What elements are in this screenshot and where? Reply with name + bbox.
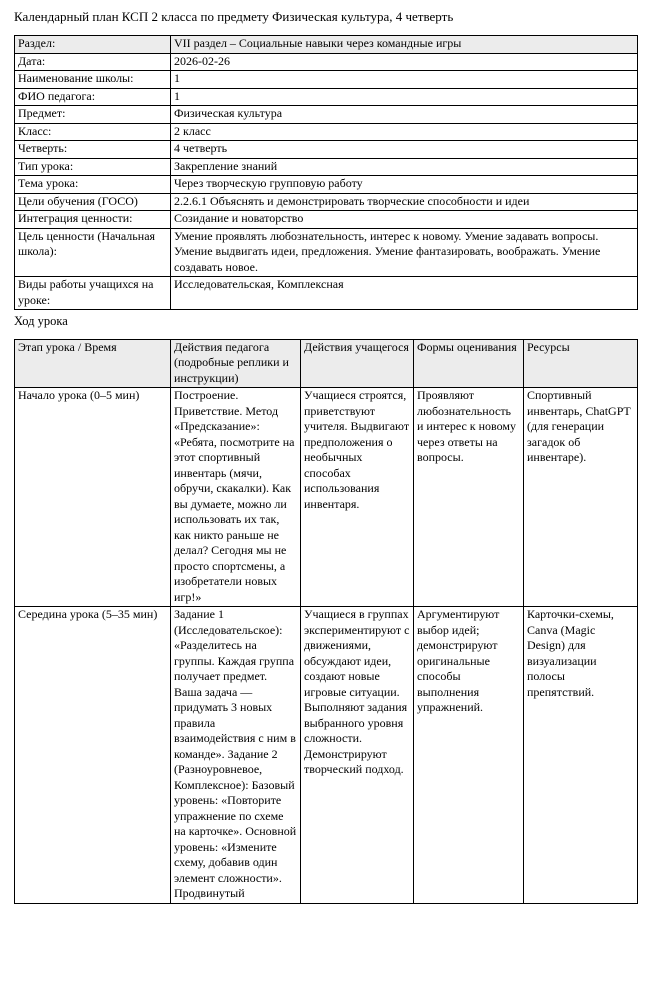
info-row-label: Цели обучения (ГОСО) xyxy=(15,193,171,211)
flow-cell: Карточки-схемы, Canva (Magic Design) для визуализации полосы препятствий. xyxy=(524,607,638,904)
info-row xyxy=(15,158,638,176)
info-row-label: Виды работы учащихся на уроке: xyxy=(15,277,171,310)
flow-cell: Начало урока (0–5 мин) xyxy=(15,388,171,607)
document-title: Календарный план КСП 2 класса по предмету Физическая культура, 4 четверть xyxy=(14,9,454,24)
info-row xyxy=(15,36,638,54)
info-row-label: Четверть: xyxy=(15,141,171,159)
lesson-info-body xyxy=(15,36,638,310)
lesson-info-table xyxy=(14,35,638,310)
info-row-value: 1 xyxy=(171,88,638,106)
flow-header-row xyxy=(15,339,638,388)
info-row xyxy=(15,88,638,106)
info-row xyxy=(15,176,638,194)
flow-cell: Задание 1 (Исследовательское): «Разделитесь на группы. Каждая группа получает предмет. Ваша задача — придумать 3 новых правила взаимодействия с ним в команде». Задание 2 (Разноуровневое, Комплексное): Базовый уровень: «Повторите упражнение по схеме на карточке». Основной уровень: «Измените схему, добавив один элемент сложности». Продвинутый xyxy=(171,607,301,904)
info-row-value: 2 класс xyxy=(171,123,638,141)
info-row xyxy=(15,277,638,310)
flow-header-cell: Этап урока / Время xyxy=(15,339,171,388)
info-row-label: Класс: xyxy=(15,123,171,141)
flow-cell: Учащиеся строятся, приветствуют учителя. Выдвигают предположения о необычных способах использования инвентаря. xyxy=(301,388,414,607)
info-row-value: VII раздел – Социальные навыки через командные игры xyxy=(171,36,638,54)
info-row-value: Умение проявлять любознательность, интерес к новому. Умение задавать вопросы. Умение выдвигать идеи, предложения. Умение фантазировать, воображать. Умение создавать новое. xyxy=(171,228,638,277)
info-row xyxy=(15,228,638,277)
info-row xyxy=(15,123,638,141)
flow-cell: Проявляют любознательность и интерес к новому через ответы на вопросы. xyxy=(414,388,524,607)
info-row xyxy=(15,106,638,124)
flow-cell: Построение. Приветствие. Метод «Предсказание»: «Ребята, посмотрите на этот спортивный инвентарь (мячи, обручи, скакалки). Как вы думаете, можно ли использовать их так, как никто раньше не делал? Сегодня мы не просто спортсмены, а изобретатели новых игр!» xyxy=(171,388,301,607)
flow-header-cell: Действия учащегося xyxy=(301,339,414,388)
flow-cell: Спортивный инвентарь, ChatGPT (для генерации загадок об инвентаре). xyxy=(524,388,638,607)
flow-cell: Учащиеся в группах экспериментируют с движениями, обсуждают идеи, создают новые игровые ситуации. Выполняют задания выбранного уровня сложности. Демонстрируют творческий подход. xyxy=(301,607,414,904)
flow-header xyxy=(15,339,638,388)
info-row xyxy=(15,53,638,71)
info-row-label: Цель ценности (Начальная школа): xyxy=(15,228,171,277)
info-row-value: 4 четверть xyxy=(171,141,638,159)
lesson-flow-table xyxy=(14,339,638,904)
info-row-label: Тема урока: xyxy=(15,176,171,194)
info-row xyxy=(15,141,638,159)
flow-cell: Середина урока (5–35 мин) xyxy=(15,607,171,904)
flow-header-cell: Ресурсы xyxy=(524,339,638,388)
info-row-label: Наименование школы: xyxy=(15,71,171,89)
flow-header-cell: Формы оценивания xyxy=(414,339,524,388)
info-row-value: 2026-02-26 xyxy=(171,53,638,71)
info-row xyxy=(15,193,638,211)
info-row-label: Раздел: xyxy=(15,36,171,54)
flow-cell: Аргументируют выбор идей; демонстрируют оригинальные способы выполнения упражнений. xyxy=(414,607,524,904)
flow-row xyxy=(15,388,638,607)
info-row xyxy=(15,71,638,89)
flow-row xyxy=(15,607,638,904)
info-row-value: Физическая культура xyxy=(171,106,638,124)
info-row-value: Через творческую групповую работу xyxy=(171,176,638,194)
info-row-label: Дата: xyxy=(15,53,171,71)
info-row-label: Предмет: xyxy=(15,106,171,124)
info-row-label: Интеграция ценности: xyxy=(15,211,171,229)
info-row-value: Исследовательская, Комплексная xyxy=(171,277,638,310)
info-row-value: Созидание и новаторство xyxy=(171,211,638,229)
info-row-value: 2.2.6.1 Объяснять и демонстрировать творческие способности и идеи xyxy=(171,193,638,211)
info-row-label: Тип урока: xyxy=(15,158,171,176)
flow-header-cell: Действия педагога (подробные реплики и инструкции) xyxy=(171,339,301,388)
info-row-value: Закрепление знаний xyxy=(171,158,638,176)
info-row-label: ФИО педагога: xyxy=(15,88,171,106)
section-heading: Ход урока xyxy=(14,314,68,328)
info-row-value: 1 xyxy=(171,71,638,89)
info-row xyxy=(15,211,638,229)
flow-body xyxy=(15,388,638,904)
